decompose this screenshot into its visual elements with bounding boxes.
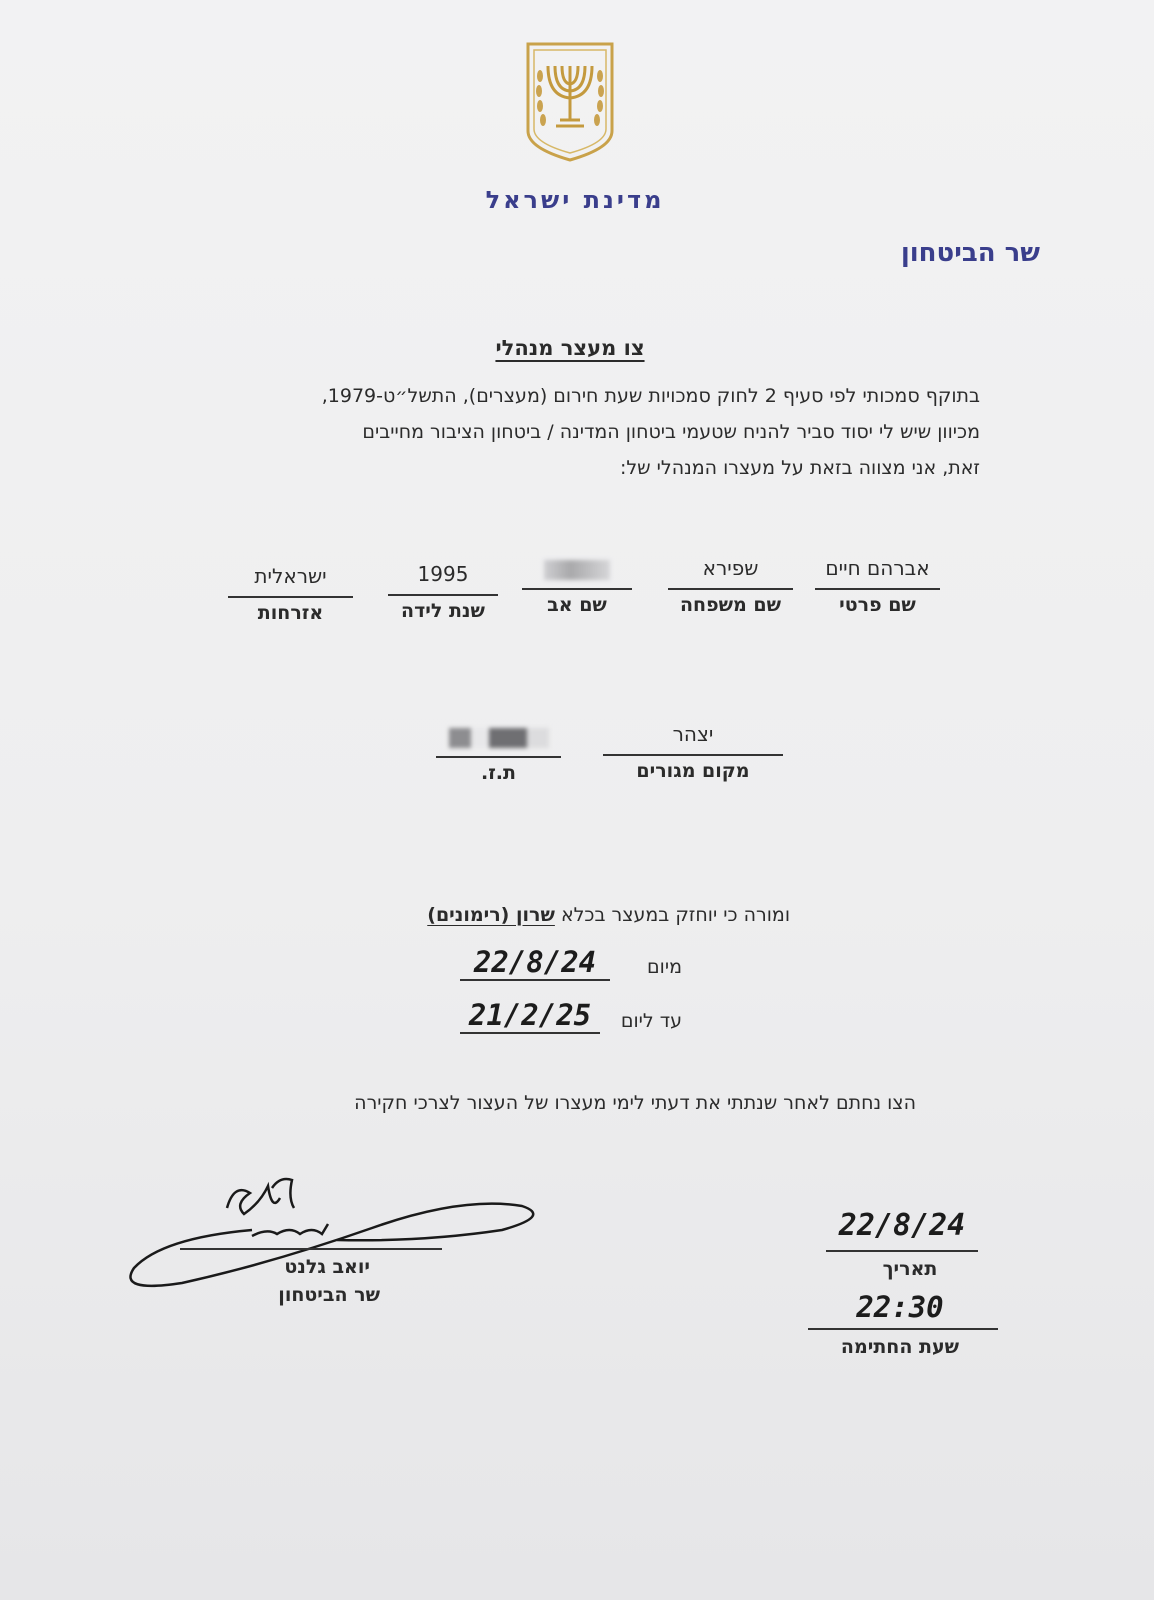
redaction-mark xyxy=(544,560,610,580)
paragraph-line: זאת, אני מצווה בזאת על מעצרו המנהלי של: xyxy=(619,457,980,479)
paragraph-line: בתוקף סמכותי לפי סעיף 2 לחוק סמכויות שעת חירום (מעצרים), התשל״ט-1979, xyxy=(321,385,980,407)
from-date-field xyxy=(460,945,610,981)
signature-line xyxy=(180,1248,442,1250)
document-title: צו מעצר מנהלי xyxy=(495,336,645,360)
time-line xyxy=(808,1328,998,1330)
closing-statement: הצו נחתם לאחר שנתתי את דעתי לימי מעצרו של העצור לצרכי חקירה xyxy=(354,1092,916,1114)
from-date-label: מיום xyxy=(647,956,682,978)
signer-name: יואב גלנט xyxy=(284,1256,370,1278)
id-number-label: ת.ז. xyxy=(480,762,517,784)
first-name-label: שם פרטי xyxy=(839,594,916,616)
state-emblem-icon xyxy=(520,36,620,166)
citizenship-label: אזרחות xyxy=(257,602,324,624)
redaction-mark xyxy=(449,728,549,748)
detention-statement xyxy=(350,904,790,926)
citizenship-value: ישראלית xyxy=(254,564,327,588)
birth-year-value: 1995 xyxy=(417,562,469,586)
signature-time-value: 22:30 xyxy=(856,1290,944,1324)
birth-year-field xyxy=(388,560,498,622)
date-line xyxy=(826,1250,978,1252)
family-name-value: שפירא xyxy=(702,556,759,580)
first-name-field xyxy=(815,554,940,616)
father-name-label: שם אב xyxy=(547,594,607,616)
state-name: מדינת ישראל xyxy=(485,186,665,214)
birth-year-label: שנת לידה xyxy=(401,600,485,622)
order-paragraph xyxy=(170,378,980,486)
paragraph-line: מכיוון שיש לי יסוד סביר להניח שטעמי ביטחון המדינה / ביטחון הציבור מחייבים xyxy=(362,421,980,443)
residence-field xyxy=(603,720,783,782)
id-number-value xyxy=(436,722,561,750)
to-date-value: 21/2/25 xyxy=(468,998,592,1032)
first-name-value: אברהם חיים xyxy=(825,556,930,580)
signature-time-label: שעת החתימה xyxy=(840,1336,960,1358)
minister-signature-icon xyxy=(122,1168,542,1298)
ministry-title: שר הביטחון xyxy=(900,238,1040,268)
prison-name: שרון (רימונים) xyxy=(427,904,555,926)
father-name-value xyxy=(522,554,632,582)
signature-time-value-wrap xyxy=(820,1290,980,1324)
citizenship-field xyxy=(228,562,353,624)
from-date-value: 22/8/24 xyxy=(473,945,597,979)
signature-date-label: תאריך xyxy=(882,1258,938,1280)
father-name-field xyxy=(522,554,632,616)
family-name-label: שם משפחה xyxy=(679,594,781,616)
detention-order-text: ומורה כי יוחזק במעצר בכלא xyxy=(560,904,790,926)
residence-label: מקום מגורים xyxy=(636,760,750,782)
family-name-field xyxy=(668,554,793,616)
to-date-label: עד ליום xyxy=(620,1010,682,1032)
signature-date-value-wrap xyxy=(822,1208,982,1243)
id-number-field xyxy=(436,722,561,784)
residence-value: יצהר xyxy=(672,722,714,746)
signature-date-value: 22/8/24 xyxy=(838,1208,966,1243)
to-date-field xyxy=(460,998,600,1034)
signer-title: שר הביטחון xyxy=(278,1284,380,1306)
